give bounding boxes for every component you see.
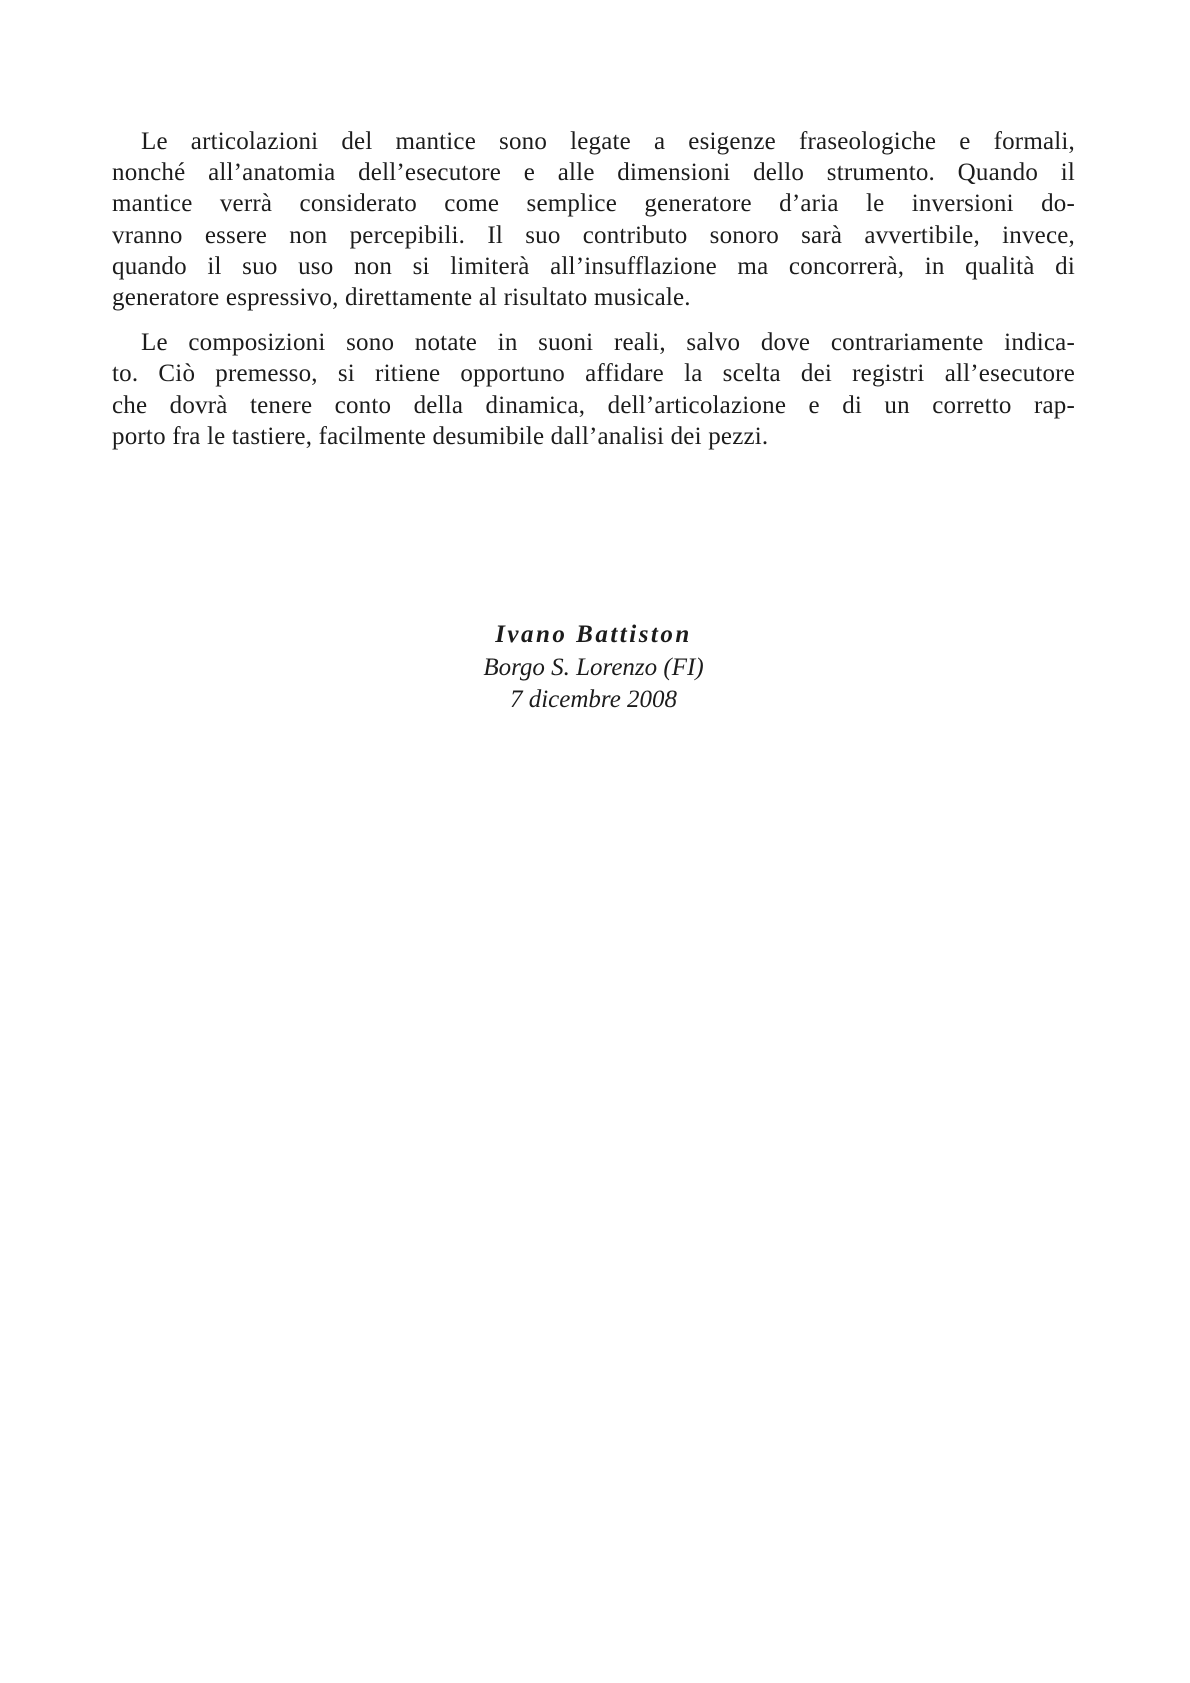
signature-place: Borgo S. Lorenzo (FI) bbox=[483, 653, 704, 681]
paragraph bbox=[112, 126, 1075, 313]
text-line: quando il suo uso non si limiterà all’insufflazione ma concorrerà, in qualità di bbox=[112, 252, 1075, 280]
text-line: porto fra le tastiere, facilmente desumibile dall’analisi dei pezzi. bbox=[112, 422, 769, 450]
text-line: nonché all’anatomia dell’esecutore e alle dimensioni dello strumento. Quando il bbox=[112, 159, 1075, 187]
text-line: vranno essere non percepibili. Il suo contributo sonoro sarà avvertibile, invece, bbox=[112, 221, 1075, 249]
text-line: to. Ciò premesso, si ritiene opportuno affidare la scelta dei registri all’esecutore bbox=[112, 360, 1075, 388]
body-text bbox=[112, 126, 1075, 452]
signature-author-name: Ivano Battiston bbox=[495, 621, 692, 648]
text-line: che dovrà tenere conto della dinamica, dell’articolazione e di un corretto rap- bbox=[112, 391, 1075, 419]
signature-date: 7 dicembre 2008 bbox=[509, 686, 678, 713]
text-line: mantice verrà considerato come semplice generatore d’aria le inversioni do- bbox=[112, 190, 1075, 218]
text-line: generatore espressivo, direttamente al risultato musicale. bbox=[112, 284, 691, 312]
text-line: Le composizioni sono notate in suoni reali, salvo dove contrariamente indica- bbox=[141, 329, 1075, 357]
signature-block bbox=[112, 619, 1075, 717]
paragraph bbox=[112, 327, 1075, 452]
text-line: Le articolazioni del mantice sono legate a esigenze fraseologiche e formali, bbox=[141, 128, 1075, 155]
